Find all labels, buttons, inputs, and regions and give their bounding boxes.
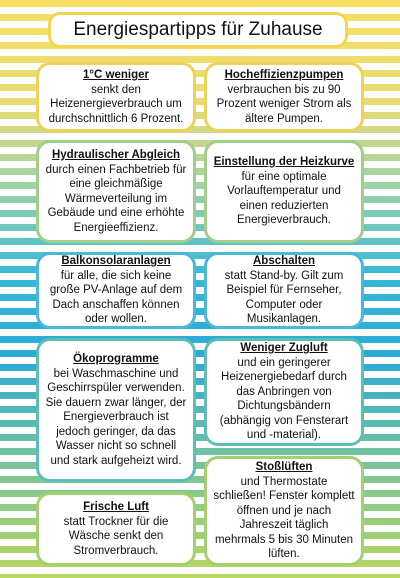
tip-heading: Ökoprogramme <box>73 353 159 365</box>
tip-heading: Hydraulischer Abgleich <box>51 149 181 161</box>
tip-heading: Weniger Zugluft <box>240 342 328 355</box>
tip-text: senkt den Heizenergieverbrauch um durchschnittlich 6 Prozent. <box>48 83 184 125</box>
tip-heading: Einstellung der Heizkurve <box>213 156 355 169</box>
tip-heading: Stoßlüften <box>255 461 313 474</box>
tip-text: für eine optimale Vorlauftemperatur und einen reduzierten Energieverbrauch. <box>227 170 341 227</box>
tip-card-switch-off <box>204 252 364 329</box>
tip-text: verbrauchen bis zu 90 Prozent weniger Strom als ältere Pumpen. <box>216 83 352 125</box>
tip-text: durch einen Fachbetrieb für eine gleichmäßige Wärmeverteilung im Gebäude und eine erhöhte Energieeffizienz. <box>45 163 187 234</box>
tip-text: für alle, die sich keine große PV-Anlage auf dem Dach anschaffen können oder wollen. <box>49 269 183 326</box>
tip-card-fresh-air <box>36 492 196 566</box>
page-title: Energiespartipps für Zuhause <box>48 12 348 48</box>
tip-card-draft <box>204 338 364 446</box>
tip-heading: Balkonsolaranlagen <box>61 255 171 268</box>
tip-card-eco-programs <box>36 338 196 482</box>
tip-text: bei Waschmaschine und Geschirrspüler verwenden. Sie dauern zwar länger, der Energieverbrauch ist jedoch geringer, da das Wasser nicht so schnell und stark aufgeheizt wird. <box>45 367 187 467</box>
tip-card-temperature <box>36 62 196 132</box>
tip-card-hydraulic <box>36 140 196 243</box>
tip-card-pumps <box>204 62 364 132</box>
tip-heading: Frische Luft <box>83 501 149 513</box>
tip-heading: 1°C weniger <box>83 69 149 81</box>
tip-card-balcony-solar <box>36 252 196 329</box>
tip-card-ventilation <box>204 456 364 566</box>
tip-heading: Hocheffizienzpumpen <box>224 69 344 81</box>
tip-heading: Abschalten <box>253 255 315 268</box>
tip-card-heating-curve <box>204 140 364 243</box>
tip-text: und Thermostate schließen! Fenster komplett öffnen und je nach Jahreszeit täglich mehrmals 5 bis 30 Minuten lüften. <box>213 475 355 561</box>
tip-text: statt Stand-by. Gilt zum Beispiel für Fernseher, Computer oder Musikanlagen. <box>224 269 344 326</box>
tip-text: statt Trockner für die Wäsche senkt den Stromverbrauch. <box>63 515 169 557</box>
tip-text: und ein geringerer Heizenergiebedarf durch das Anbringen von Dichtungsbändern (abhängig von Fensterart und -material). <box>219 356 349 442</box>
